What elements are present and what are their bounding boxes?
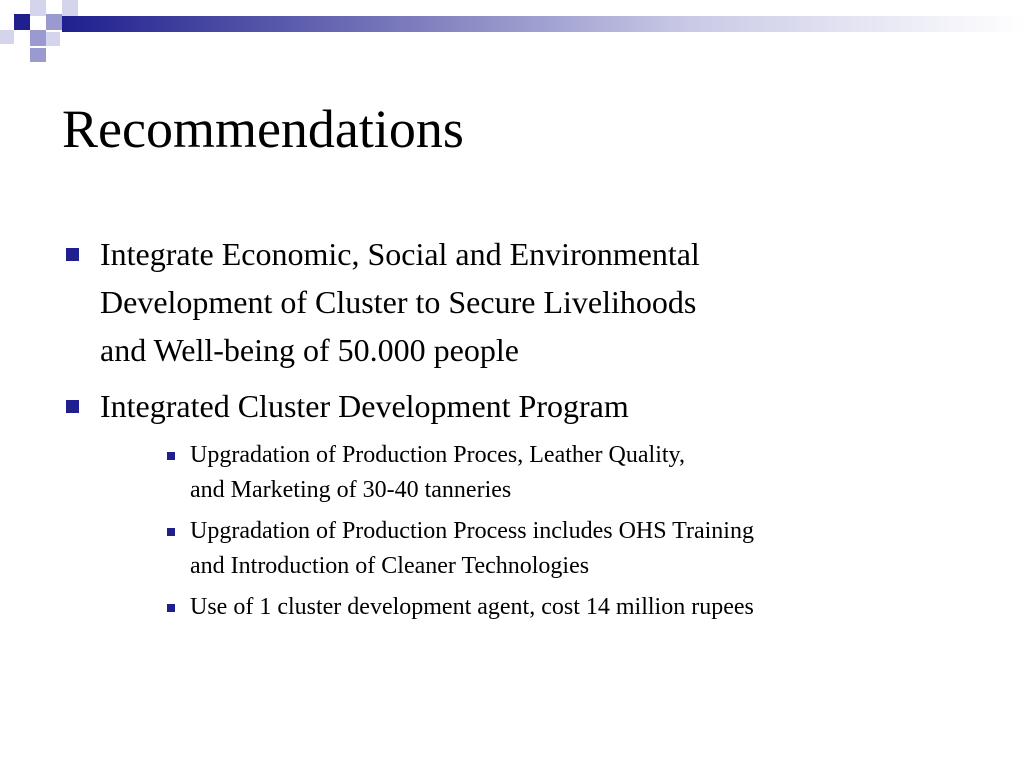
header-decoration [0,0,1024,70]
decor-square [30,30,46,46]
sub-bullet-item [152,514,962,584]
decor-square [62,0,78,16]
sub-bullet-line: Upgradation of Production Proces, Leather Quality, [190,442,685,468]
sub-bullet-line: Upgradation of Production Process includes OHS Training [190,518,754,544]
decor-square [0,30,14,44]
sub-bullet-line: and Introduction of Cleaner Technologies [190,553,590,579]
bullet-line: Integrate Economic, Social and Environmental [100,236,700,272]
bullet-line: Development of Cluster to Secure Livelihoods [100,284,697,320]
bullet-line: Integrated Cluster Development Program [100,388,629,424]
decor-square [30,48,46,62]
decor-square [30,0,46,16]
square-bullet-icon [66,400,79,413]
square-bullet-icon [167,604,175,612]
bullet-item [62,230,962,374]
decor-square [14,14,30,30]
square-bullet-icon [167,528,175,536]
slide-title: Recommendations [62,99,464,159]
sub-bullet-item [152,590,962,625]
slide-body [62,230,962,631]
sub-bullet-line: and Marketing of 30-40 tanneries [190,477,512,503]
bullet-line: and Well-being of 50.000 people [100,332,519,368]
square-bullet-icon [167,452,175,460]
decor-square [46,14,62,30]
sub-bullet-list [152,438,962,625]
bullet-item [62,382,962,430]
square-bullet-icon [66,248,79,261]
sub-bullet-item [152,438,962,508]
sub-bullet-line: Use of 1 cluster development agent, cost 14 million rupees [190,594,754,620]
decor-square [46,32,60,46]
header-gradient-bar [62,16,1024,32]
